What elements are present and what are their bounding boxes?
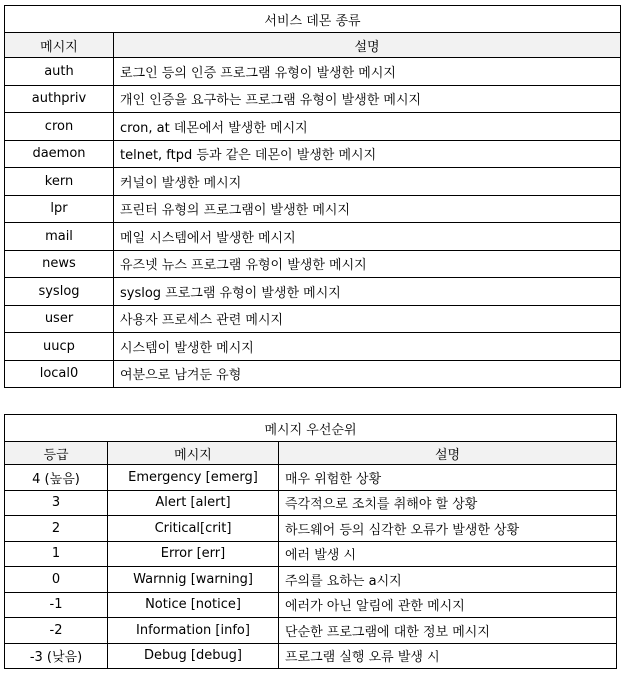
priority-message-cell: Emergency [emerg] xyxy=(108,465,279,491)
daemon-message-cell: authpriv xyxy=(5,85,114,113)
daemon-table-row xyxy=(5,113,621,141)
priority-level-cell: 4 (높음) xyxy=(5,465,108,491)
daemon-message-cell: cron xyxy=(5,113,114,141)
daemon-table-row xyxy=(5,85,621,113)
daemon-table-row xyxy=(5,195,621,223)
priority-message-cell: Error [err] xyxy=(108,541,279,567)
priority-level-cell: -1 xyxy=(5,592,108,618)
daemon-table-header-row xyxy=(5,33,621,58)
daemon-message-cell: lpr xyxy=(5,195,114,223)
priority-table-title: 메시지 우선순위 xyxy=(5,415,617,442)
priority-message-cell: Notice [notice] xyxy=(108,592,279,618)
daemon-description-cell: telnet, ftpd 등과 같은 데몬이 발생한 메시지 xyxy=(114,140,621,168)
priority-level-cell: -3 (낮음) xyxy=(5,643,108,669)
priority-table-row xyxy=(5,592,617,618)
priority-table-row xyxy=(5,541,617,567)
priority-message-cell: Warnnig [warning] xyxy=(108,567,279,593)
priority-header-message: 메시지 xyxy=(108,442,279,465)
daemon-description-cell: 프린터 유형의 프로그램이 발생한 메시지 xyxy=(114,195,621,223)
daemon-message-cell: news xyxy=(5,250,114,278)
daemon-description-cell: 메일 시스템에서 발생한 메시지 xyxy=(114,223,621,251)
priority-level-cell: 0 xyxy=(5,567,108,593)
daemon-table-row xyxy=(5,250,621,278)
priority-description-cell: 에러가 아닌 알림에 관한 메시지 xyxy=(279,592,617,618)
priority-level-cell: 3 xyxy=(5,490,108,516)
daemon-header-message: 메시지 xyxy=(5,33,114,58)
priority-description-cell: 단순한 프로그램에 대한 정보 메시지 xyxy=(279,618,617,644)
daemon-table-title-row xyxy=(5,6,621,33)
priority-table-row xyxy=(5,618,617,644)
daemon-table-row xyxy=(5,360,621,388)
daemon-message-cell: auth xyxy=(5,58,114,86)
daemon-message-cell: mail xyxy=(5,223,114,251)
daemon-table-row xyxy=(5,140,621,168)
daemon-description-cell: 개인 인증을 요구하는 프로그램 유형이 발생한 메시지 xyxy=(114,85,621,113)
daemon-table-row xyxy=(5,168,621,196)
priority-message-cell: Debug [debug] xyxy=(108,643,279,669)
priority-message-cell: Information [info] xyxy=(108,618,279,644)
daemon-table-row xyxy=(5,333,621,361)
priority-level-cell: -2 xyxy=(5,618,108,644)
daemon-table-row xyxy=(5,278,621,306)
daemon-description-cell: 유즈넷 뉴스 프로그램 유형이 발생한 메시지 xyxy=(114,250,621,278)
daemon-table-row xyxy=(5,223,621,251)
daemon-description-cell: cron, at 데몬에서 발생한 메시지 xyxy=(114,113,621,141)
daemon-message-cell: syslog xyxy=(5,278,114,306)
daemon-table-row xyxy=(5,58,621,86)
priority-table-row xyxy=(5,567,617,593)
daemon-description-cell: 로그인 등의 인증 프로그램 유형이 발생한 메시지 xyxy=(114,58,621,86)
priority-description-cell: 하드웨어 등의 심각한 오류가 발생한 상황 xyxy=(279,516,617,542)
priority-message-cell: Critical[crit] xyxy=(108,516,279,542)
priority-description-cell: 주의를 요하는 a시지 xyxy=(279,567,617,593)
priority-description-cell: 프로그램 실행 오류 발생 시 xyxy=(279,643,617,669)
priority-description-cell: 즉각적으로 조치를 취해야 할 상황 xyxy=(279,490,617,516)
daemon-description-cell: 사용자 프로세스 관련 메시지 xyxy=(114,305,621,333)
daemon-table-title: 서비스 데몬 종류 xyxy=(5,6,621,33)
daemon-description-cell: syslog 프로그램 유형이 발생한 메시지 xyxy=(114,278,621,306)
priority-table-title-row xyxy=(5,415,617,442)
daemon-description-cell: 커널이 발생한 메시지 xyxy=(114,168,621,196)
daemon-table-row xyxy=(5,305,621,333)
priority-table-header-row xyxy=(5,442,617,465)
daemon-description-cell: 여분으로 남겨둔 유형 xyxy=(114,360,621,388)
daemon-message-cell: uucp xyxy=(5,333,114,361)
daemon-message-cell: local0 xyxy=(5,360,114,388)
priority-description-cell: 에러 발생 시 xyxy=(279,541,617,567)
priority-table-row xyxy=(5,643,617,669)
priority-message-cell: Alert [alert] xyxy=(108,490,279,516)
priority-description-cell: 매우 위험한 상황 xyxy=(279,465,617,491)
daemon-message-cell: kern xyxy=(5,168,114,196)
priority-table-row xyxy=(5,490,617,516)
priority-header-level: 등급 xyxy=(5,442,108,465)
priority-level-cell: 1 xyxy=(5,541,108,567)
priority-table-row xyxy=(5,465,617,491)
priority-header-description: 설명 xyxy=(279,442,617,465)
priority-table-row xyxy=(5,516,617,542)
daemon-description-cell: 시스템이 발생한 메시지 xyxy=(114,333,621,361)
daemon-message-cell: daemon xyxy=(5,140,114,168)
daemon-header-description: 설명 xyxy=(114,33,621,58)
daemon-message-cell: user xyxy=(5,305,114,333)
priority-level-cell: 2 xyxy=(5,516,108,542)
message-priority-table xyxy=(4,414,617,669)
daemon-types-table xyxy=(4,5,621,388)
